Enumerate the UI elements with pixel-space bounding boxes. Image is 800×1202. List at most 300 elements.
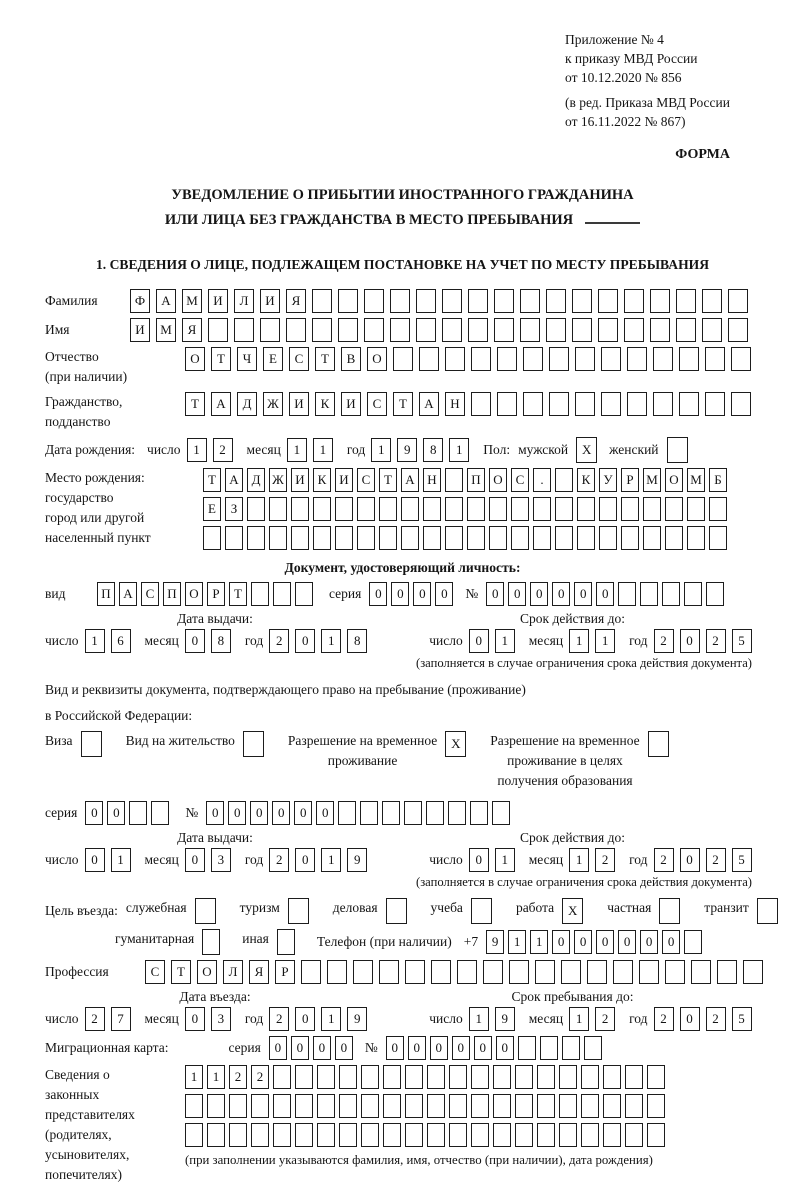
char-cell[interactable]: [427, 1123, 445, 1147]
char-cell[interactable]: 0: [369, 582, 387, 606]
char-cell[interactable]: [493, 1094, 511, 1118]
char-cell[interactable]: 1: [569, 629, 589, 653]
char-cell[interactable]: 0: [206, 801, 224, 825]
purpose-business-checkbox[interactable]: [386, 898, 407, 924]
char-cell[interactable]: Р: [621, 468, 639, 492]
char-cell[interactable]: С: [367, 392, 387, 416]
char-cell[interactable]: [291, 497, 309, 521]
char-cell[interactable]: 3: [211, 848, 231, 872]
char-cell[interactable]: [650, 318, 670, 342]
char-cell[interactable]: [497, 392, 517, 416]
purpose-private-checkbox[interactable]: [659, 898, 680, 924]
char-cell[interactable]: А: [156, 289, 176, 313]
char-cell[interactable]: [691, 960, 711, 984]
char-cell[interactable]: 0: [435, 582, 453, 606]
char-cell[interactable]: [247, 497, 265, 521]
char-cell[interactable]: [449, 1065, 467, 1089]
char-cell[interactable]: [471, 1094, 489, 1118]
char-cell[interactable]: [471, 1123, 489, 1147]
char-cell[interactable]: [416, 318, 436, 342]
char-cell[interactable]: И: [130, 318, 150, 342]
char-cell[interactable]: [251, 582, 269, 606]
char-cell[interactable]: [390, 289, 410, 313]
char-cell[interactable]: [650, 289, 670, 313]
char-cell[interactable]: [295, 1094, 313, 1118]
purpose-tourism-checkbox[interactable]: [288, 898, 309, 924]
char-cell[interactable]: 0: [250, 801, 268, 825]
char-cell[interactable]: 9: [347, 848, 367, 872]
char-cell[interactable]: Я: [286, 289, 306, 313]
char-cell[interactable]: 0: [680, 848, 700, 872]
char-cell[interactable]: [665, 960, 685, 984]
char-cell[interactable]: [317, 1065, 335, 1089]
char-cell[interactable]: [361, 1123, 379, 1147]
char-cell[interactable]: [449, 1094, 467, 1118]
char-cell[interactable]: [471, 392, 491, 416]
char-cell[interactable]: [301, 960, 321, 984]
char-cell[interactable]: [709, 526, 727, 550]
char-cell[interactable]: Т: [171, 960, 191, 984]
char-cell[interactable]: 0: [574, 930, 592, 954]
char-cell[interactable]: Т: [229, 582, 247, 606]
char-cell[interactable]: [405, 1094, 423, 1118]
char-cell[interactable]: [546, 318, 566, 342]
temporary-residence-education-checkbox[interactable]: [648, 731, 669, 757]
char-cell[interactable]: Т: [315, 347, 335, 371]
char-cell[interactable]: Т: [379, 468, 397, 492]
char-cell[interactable]: 2: [269, 1007, 289, 1031]
char-cell[interactable]: Ч: [237, 347, 257, 371]
char-cell[interactable]: [286, 318, 306, 342]
char-cell[interactable]: [577, 526, 595, 550]
char-cell[interactable]: С: [289, 347, 309, 371]
char-cell[interactable]: [185, 1094, 203, 1118]
char-cell[interactable]: [555, 497, 573, 521]
char-cell[interactable]: 8: [211, 629, 231, 653]
char-cell[interactable]: [621, 497, 639, 521]
char-cell[interactable]: О: [489, 468, 507, 492]
char-cell[interactable]: Р: [275, 960, 295, 984]
char-cell[interactable]: [684, 930, 702, 954]
char-cell[interactable]: [647, 1065, 665, 1089]
char-cell[interactable]: [540, 1036, 558, 1060]
char-cell[interactable]: Н: [445, 392, 465, 416]
char-cell[interactable]: [535, 960, 555, 984]
char-cell[interactable]: [679, 347, 699, 371]
char-cell[interactable]: И: [208, 289, 228, 313]
char-cell[interactable]: [357, 526, 375, 550]
char-cell[interactable]: [584, 1036, 602, 1060]
char-cell[interactable]: [555, 468, 573, 492]
char-cell[interactable]: [442, 289, 462, 313]
purpose-official-checkbox[interactable]: [195, 898, 216, 924]
char-cell[interactable]: Я: [182, 318, 202, 342]
purpose-humanitarian-checkbox[interactable]: [202, 929, 220, 955]
char-cell[interactable]: 1: [287, 438, 307, 462]
char-cell[interactable]: [442, 318, 462, 342]
char-cell[interactable]: А: [419, 392, 439, 416]
char-cell[interactable]: [665, 526, 683, 550]
char-cell[interactable]: О: [185, 582, 203, 606]
char-cell[interactable]: 1: [569, 1007, 589, 1031]
char-cell[interactable]: [601, 347, 621, 371]
char-cell[interactable]: 1: [321, 848, 341, 872]
char-cell[interactable]: [709, 497, 727, 521]
char-cell[interactable]: Д: [237, 392, 257, 416]
char-cell[interactable]: 0: [294, 801, 312, 825]
char-cell[interactable]: К: [315, 392, 335, 416]
char-cell[interactable]: [468, 318, 488, 342]
char-cell[interactable]: [587, 960, 607, 984]
char-cell[interactable]: [665, 497, 683, 521]
char-cell[interactable]: И: [289, 392, 309, 416]
char-cell[interactable]: [731, 392, 751, 416]
temporary-residence-checkbox[interactable]: X: [445, 731, 466, 757]
char-cell[interactable]: [621, 526, 639, 550]
char-cell[interactable]: [338, 289, 358, 313]
char-cell[interactable]: 1: [530, 930, 548, 954]
visa-checkbox[interactable]: [81, 731, 102, 757]
char-cell[interactable]: [405, 1065, 423, 1089]
char-cell[interactable]: [493, 1065, 511, 1089]
char-cell[interactable]: [383, 1123, 401, 1147]
char-cell[interactable]: 1: [185, 1065, 203, 1089]
char-cell[interactable]: А: [119, 582, 137, 606]
char-cell[interactable]: М: [156, 318, 176, 342]
char-cell[interactable]: [684, 582, 702, 606]
char-cell[interactable]: О: [197, 960, 217, 984]
char-cell[interactable]: Е: [203, 497, 221, 521]
char-cell[interactable]: [247, 526, 265, 550]
char-cell[interactable]: Е: [263, 347, 283, 371]
char-cell[interactable]: [251, 1094, 269, 1118]
char-cell[interactable]: И: [260, 289, 280, 313]
char-cell[interactable]: [382, 801, 400, 825]
char-cell[interactable]: [339, 1123, 357, 1147]
char-cell[interactable]: [520, 318, 540, 342]
char-cell[interactable]: [405, 960, 425, 984]
char-cell[interactable]: 0: [85, 848, 105, 872]
char-cell[interactable]: [338, 318, 358, 342]
char-cell[interactable]: [151, 801, 169, 825]
char-cell[interactable]: П: [163, 582, 181, 606]
char-cell[interactable]: [643, 526, 661, 550]
char-cell[interactable]: 0: [496, 1036, 514, 1060]
purpose-work-checkbox[interactable]: X: [562, 898, 583, 924]
char-cell[interactable]: 2: [706, 629, 726, 653]
char-cell[interactable]: 0: [596, 930, 614, 954]
char-cell[interactable]: [364, 289, 384, 313]
char-cell[interactable]: 0: [295, 1007, 315, 1031]
char-cell[interactable]: [601, 392, 621, 416]
char-cell[interactable]: 0: [618, 930, 636, 954]
char-cell[interactable]: [494, 318, 514, 342]
char-cell[interactable]: 2: [654, 848, 674, 872]
char-cell[interactable]: А: [211, 392, 231, 416]
char-cell[interactable]: П: [97, 582, 115, 606]
char-cell[interactable]: [625, 1065, 643, 1089]
char-cell[interactable]: [537, 1123, 555, 1147]
char-cell[interactable]: [273, 1123, 291, 1147]
char-cell[interactable]: [581, 1123, 599, 1147]
char-cell[interactable]: 8: [423, 438, 443, 462]
char-cell[interactable]: [575, 392, 595, 416]
char-cell[interactable]: [559, 1094, 577, 1118]
char-cell[interactable]: 0: [430, 1036, 448, 1060]
char-cell[interactable]: В: [341, 347, 361, 371]
char-cell[interactable]: .: [533, 468, 551, 492]
char-cell[interactable]: 1: [449, 438, 469, 462]
char-cell[interactable]: 2: [654, 1007, 674, 1031]
char-cell[interactable]: М: [643, 468, 661, 492]
char-cell[interactable]: [687, 526, 705, 550]
char-cell[interactable]: [361, 1065, 379, 1089]
char-cell[interactable]: [662, 582, 680, 606]
char-cell[interactable]: [390, 318, 410, 342]
char-cell[interactable]: [404, 801, 422, 825]
char-cell[interactable]: 3: [211, 1007, 231, 1031]
char-cell[interactable]: [676, 289, 696, 313]
char-cell[interactable]: 0: [316, 801, 334, 825]
char-cell[interactable]: [207, 1094, 225, 1118]
char-cell[interactable]: [640, 582, 658, 606]
char-cell[interactable]: [317, 1094, 335, 1118]
char-cell[interactable]: 5: [732, 629, 752, 653]
char-cell[interactable]: 2: [706, 1007, 726, 1031]
char-cell[interactable]: [533, 497, 551, 521]
char-cell[interactable]: [687, 497, 705, 521]
char-cell[interactable]: [572, 289, 592, 313]
char-cell[interactable]: Б: [709, 468, 727, 492]
char-cell[interactable]: [471, 1065, 489, 1089]
char-cell[interactable]: С: [511, 468, 529, 492]
char-cell[interactable]: 9: [397, 438, 417, 462]
char-cell[interactable]: 2: [85, 1007, 105, 1031]
char-cell[interactable]: Ж: [263, 392, 283, 416]
char-cell[interactable]: У: [599, 468, 617, 492]
char-cell[interactable]: С: [141, 582, 159, 606]
char-cell[interactable]: [313, 497, 331, 521]
char-cell[interactable]: [273, 582, 291, 606]
char-cell[interactable]: [251, 1123, 269, 1147]
char-cell[interactable]: 0: [469, 848, 489, 872]
purpose-transit-checkbox[interactable]: [757, 898, 778, 924]
char-cell[interactable]: [449, 1123, 467, 1147]
char-cell[interactable]: [419, 347, 439, 371]
char-cell[interactable]: 0: [272, 801, 290, 825]
char-cell[interactable]: 0: [574, 582, 592, 606]
char-cell[interactable]: [627, 347, 647, 371]
char-cell[interactable]: [743, 960, 763, 984]
char-cell[interactable]: [339, 1065, 357, 1089]
char-cell[interactable]: Т: [211, 347, 231, 371]
char-cell[interactable]: [603, 1123, 621, 1147]
char-cell[interactable]: [705, 392, 725, 416]
char-cell[interactable]: [613, 960, 633, 984]
char-cell[interactable]: [624, 289, 644, 313]
char-cell[interactable]: [401, 497, 419, 521]
char-cell[interactable]: [471, 347, 491, 371]
char-cell[interactable]: 1: [495, 848, 515, 872]
char-cell[interactable]: [603, 1065, 621, 1089]
char-cell[interactable]: [229, 1094, 247, 1118]
char-cell[interactable]: [260, 318, 280, 342]
char-cell[interactable]: 1: [207, 1065, 225, 1089]
char-cell[interactable]: О: [185, 347, 205, 371]
char-cell[interactable]: [291, 526, 309, 550]
char-cell[interactable]: [702, 289, 722, 313]
char-cell[interactable]: Т: [393, 392, 413, 416]
char-cell[interactable]: [494, 289, 514, 313]
char-cell[interactable]: 1: [111, 848, 131, 872]
char-cell[interactable]: [549, 392, 569, 416]
char-cell[interactable]: [489, 526, 507, 550]
char-cell[interactable]: [653, 347, 673, 371]
char-cell[interactable]: [338, 801, 356, 825]
char-cell[interactable]: 0: [530, 582, 548, 606]
char-cell[interactable]: [492, 801, 510, 825]
char-cell[interactable]: [489, 497, 507, 521]
char-cell[interactable]: Ф: [130, 289, 150, 313]
char-cell[interactable]: [273, 1094, 291, 1118]
char-cell[interactable]: [577, 497, 595, 521]
char-cell[interactable]: [647, 1123, 665, 1147]
char-cell[interactable]: 0: [85, 801, 103, 825]
char-cell[interactable]: [627, 392, 647, 416]
char-cell[interactable]: 0: [413, 582, 431, 606]
char-cell[interactable]: [515, 1123, 533, 1147]
char-cell[interactable]: [361, 1094, 379, 1118]
char-cell[interactable]: 0: [486, 582, 504, 606]
char-cell[interactable]: 0: [408, 1036, 426, 1060]
char-cell[interactable]: А: [225, 468, 243, 492]
char-cell[interactable]: Т: [185, 392, 205, 416]
char-cell[interactable]: Н: [423, 468, 441, 492]
char-cell[interactable]: [203, 526, 221, 550]
char-cell[interactable]: [537, 1094, 555, 1118]
char-cell[interactable]: [335, 526, 353, 550]
char-cell[interactable]: [518, 1036, 536, 1060]
char-cell[interactable]: [423, 526, 441, 550]
char-cell[interactable]: Т: [203, 468, 221, 492]
char-cell[interactable]: 2: [595, 1007, 615, 1031]
char-cell[interactable]: [295, 582, 313, 606]
char-cell[interactable]: 0: [552, 930, 570, 954]
char-cell[interactable]: 1: [85, 629, 105, 653]
char-cell[interactable]: [599, 497, 617, 521]
char-cell[interactable]: [379, 526, 397, 550]
char-cell[interactable]: 0: [291, 1036, 309, 1060]
char-cell[interactable]: [598, 289, 618, 313]
char-cell[interactable]: [467, 526, 485, 550]
char-cell[interactable]: [312, 318, 332, 342]
residence-permit-checkbox[interactable]: [243, 731, 264, 757]
char-cell[interactable]: [383, 1065, 401, 1089]
char-cell[interactable]: [269, 526, 287, 550]
char-cell[interactable]: 0: [295, 848, 315, 872]
char-cell[interactable]: [448, 801, 466, 825]
char-cell[interactable]: [317, 1123, 335, 1147]
char-cell[interactable]: [603, 1094, 621, 1118]
char-cell[interactable]: [457, 960, 477, 984]
char-cell[interactable]: [625, 1094, 643, 1118]
char-cell[interactable]: О: [665, 468, 683, 492]
char-cell[interactable]: 1: [469, 1007, 489, 1031]
char-cell[interactable]: [423, 497, 441, 521]
char-cell[interactable]: 0: [107, 801, 125, 825]
char-cell[interactable]: [416, 289, 436, 313]
char-cell[interactable]: [572, 318, 592, 342]
char-cell[interactable]: М: [687, 468, 705, 492]
char-cell[interactable]: [185, 1123, 203, 1147]
char-cell[interactable]: [537, 1065, 555, 1089]
char-cell[interactable]: [313, 526, 331, 550]
char-cell[interactable]: [702, 318, 722, 342]
char-cell[interactable]: [445, 497, 463, 521]
char-cell[interactable]: 0: [596, 582, 614, 606]
purpose-other-checkbox[interactable]: [277, 929, 295, 955]
char-cell[interactable]: 0: [228, 801, 246, 825]
char-cell[interactable]: А: [401, 468, 419, 492]
char-cell[interactable]: [353, 960, 373, 984]
char-cell[interactable]: [445, 526, 463, 550]
char-cell[interactable]: [705, 347, 725, 371]
char-cell[interactable]: [523, 347, 543, 371]
char-cell[interactable]: [225, 526, 243, 550]
char-cell[interactable]: 1: [495, 629, 515, 653]
char-cell[interactable]: [483, 960, 503, 984]
char-cell[interactable]: [581, 1094, 599, 1118]
char-cell[interactable]: 0: [508, 582, 526, 606]
char-cell[interactable]: [549, 347, 569, 371]
char-cell[interactable]: 0: [269, 1036, 287, 1060]
char-cell[interactable]: [559, 1123, 577, 1147]
char-cell[interactable]: [327, 960, 347, 984]
char-cell[interactable]: [581, 1065, 599, 1089]
char-cell[interactable]: [653, 392, 673, 416]
char-cell[interactable]: [431, 960, 451, 984]
char-cell[interactable]: 0: [185, 848, 205, 872]
char-cell[interactable]: [383, 1094, 401, 1118]
char-cell[interactable]: [706, 582, 724, 606]
char-cell[interactable]: [555, 526, 573, 550]
char-cell[interactable]: 1: [321, 629, 341, 653]
char-cell[interactable]: 9: [486, 930, 504, 954]
char-cell[interactable]: [129, 801, 147, 825]
char-cell[interactable]: [379, 497, 397, 521]
char-cell[interactable]: 7: [111, 1007, 131, 1031]
char-cell[interactable]: [229, 1123, 247, 1147]
char-cell[interactable]: 2: [706, 848, 726, 872]
char-cell[interactable]: [624, 318, 644, 342]
char-cell[interactable]: [728, 289, 748, 313]
char-cell[interactable]: 2: [595, 848, 615, 872]
char-cell[interactable]: [598, 318, 618, 342]
char-cell[interactable]: 1: [569, 848, 589, 872]
char-cell[interactable]: [467, 497, 485, 521]
char-cell[interactable]: 5: [732, 1007, 752, 1031]
char-cell[interactable]: [470, 801, 488, 825]
char-cell[interactable]: [676, 318, 696, 342]
char-cell[interactable]: 8: [347, 629, 367, 653]
char-cell[interactable]: [562, 1036, 580, 1060]
char-cell[interactable]: [273, 1065, 291, 1089]
sex-male-checkbox[interactable]: X: [576, 437, 597, 463]
char-cell[interactable]: 9: [347, 1007, 367, 1031]
char-cell[interactable]: С: [357, 468, 375, 492]
char-cell[interactable]: [511, 526, 529, 550]
sex-female-checkbox[interactable]: [667, 437, 688, 463]
